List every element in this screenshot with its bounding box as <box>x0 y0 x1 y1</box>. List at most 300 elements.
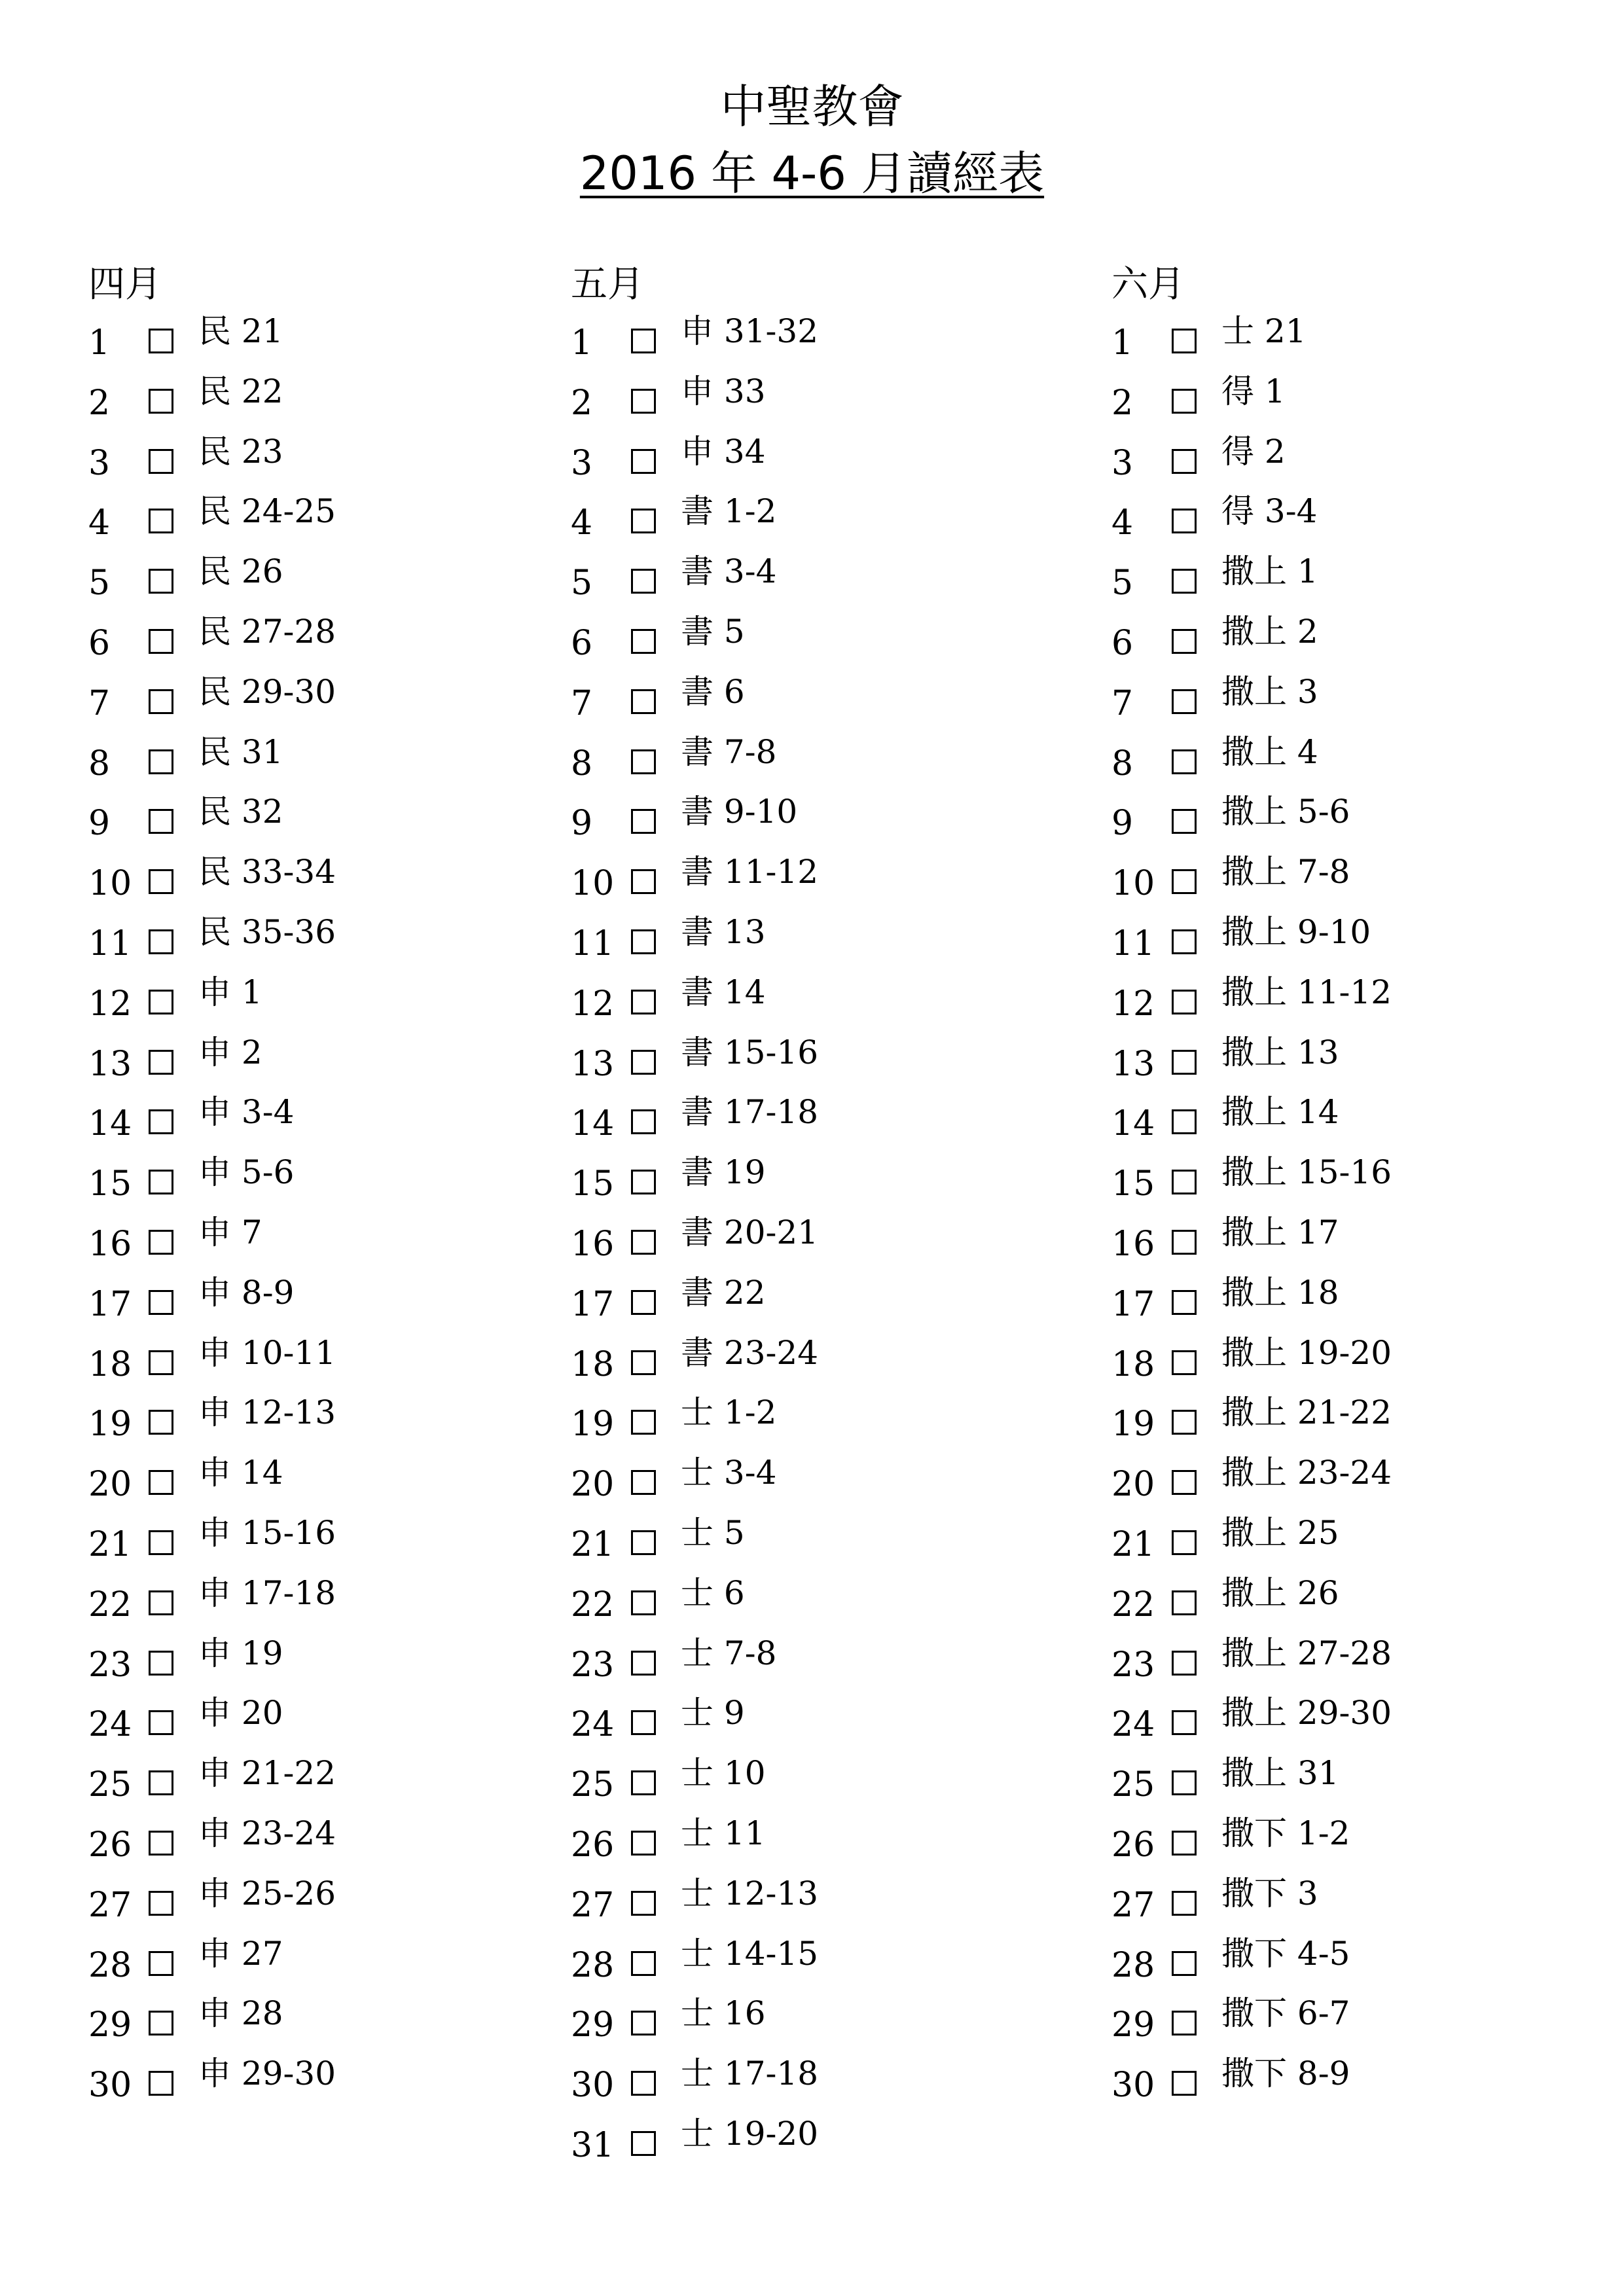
scripture-reading: 申 28 <box>198 1994 283 2033</box>
scripture-reading: 申 3-4 <box>198 1093 295 1132</box>
reading-checkbox[interactable] <box>631 509 656 533</box>
day-number: 12 <box>1111 984 1155 1024</box>
day-number: 27 <box>88 1885 132 1925</box>
reading-checkbox[interactable] <box>1172 1230 1197 1255</box>
scripture-reading: 書 23-24 <box>681 1333 819 1372</box>
reading-checkbox[interactable] <box>1172 509 1197 533</box>
scripture-reading: 書 13 <box>681 912 766 951</box>
scripture-reading: 民 31 <box>198 732 283 771</box>
reading-checkbox[interactable] <box>631 2011 656 2036</box>
scripture-reading: 申 1 <box>198 973 262 1011</box>
reading-checkbox[interactable] <box>1172 449 1197 474</box>
scripture-reading: 撒上 3 <box>1221 672 1318 711</box>
scripture-reading: 書 11-12 <box>681 853 819 891</box>
scripture-reading: 士 12-13 <box>681 1874 819 1912</box>
reading-row <box>1111 848 1350 908</box>
reading-checkbox[interactable] <box>1172 1050 1197 1075</box>
day-number: 3 <box>88 443 111 483</box>
scripture-reading: 申 21-22 <box>198 1754 336 1793</box>
reading-checkbox[interactable] <box>1172 2071 1197 2096</box>
reading-checkbox[interactable] <box>1172 929 1197 954</box>
day-number: 7 <box>571 683 593 723</box>
reading-row <box>1111 1088 1339 1149</box>
reading-checkbox[interactable] <box>149 929 173 954</box>
reading-checkbox[interactable] <box>149 569 173 594</box>
scripture-reading: 民 26 <box>198 552 283 591</box>
reading-row <box>88 1689 283 1749</box>
reading-row <box>88 1088 295 1149</box>
reading-row <box>88 788 283 848</box>
reading-row <box>571 1449 777 1509</box>
day-number: 18 <box>571 1344 615 1384</box>
day-number: 9 <box>88 804 111 844</box>
day-number: 26 <box>1111 1825 1155 1865</box>
scripture-reading: 撒上 14 <box>1221 1093 1339 1132</box>
day-number: 20 <box>1111 1465 1155 1505</box>
reading-row <box>571 1088 819 1149</box>
church-name: 中聖教會 <box>720 80 904 134</box>
reading-row <box>88 1269 295 1329</box>
scripture-reading: 書 14 <box>681 973 766 1011</box>
day-number: 15 <box>1111 1164 1155 1204</box>
day-number: 13 <box>571 1044 615 1084</box>
reading-row <box>1111 608 1318 668</box>
scripture-reading: 撒上 29-30 <box>1221 1694 1392 1732</box>
day-number: 9 <box>571 804 593 844</box>
day-number: 5 <box>571 564 593 603</box>
reading-checkbox[interactable] <box>149 1290 173 1315</box>
reading-checkbox[interactable] <box>1172 1410 1197 1435</box>
day-number: 21 <box>571 1524 615 1564</box>
reading-checkbox[interactable] <box>631 389 656 414</box>
reading-row <box>571 1689 745 1749</box>
reading-row <box>571 1570 745 1630</box>
day-number: 17 <box>1111 1284 1155 1324</box>
reading-checkbox[interactable] <box>631 809 656 834</box>
day-number: 1 <box>571 323 593 363</box>
reading-checkbox[interactable] <box>1172 1170 1197 1194</box>
reading-row <box>88 1149 295 1209</box>
day-number: 6 <box>1111 623 1134 663</box>
scripture-reading: 申 5-6 <box>198 1153 295 1192</box>
reading-row <box>1111 428 1286 488</box>
reading-row <box>571 728 777 789</box>
day-number: 18 <box>88 1344 132 1384</box>
scripture-reading: 撒上 13 <box>1221 1033 1339 1071</box>
reading-checkbox[interactable] <box>149 809 173 834</box>
day-number: 11 <box>88 924 132 963</box>
day-number: 4 <box>1111 503 1134 543</box>
reading-row <box>571 428 766 488</box>
day-number: 27 <box>571 1885 615 1925</box>
reading-row <box>88 1749 336 1810</box>
reading-row <box>1111 668 1318 728</box>
scripture-reading: 申 8-9 <box>198 1273 295 1312</box>
reading-checkbox[interactable] <box>631 1951 656 1976</box>
reading-row <box>88 1449 283 1509</box>
reading-row <box>88 608 336 668</box>
day-number: 2 <box>571 383 593 423</box>
day-number: 22 <box>88 1585 132 1624</box>
day-number: 11 <box>1111 924 1155 963</box>
reading-checkbox[interactable] <box>1172 569 1197 594</box>
reading-checkbox[interactable] <box>149 1590 173 1615</box>
scripture-reading: 士 21 <box>1221 312 1307 350</box>
reading-checkbox[interactable] <box>149 2011 173 2036</box>
reading-checkbox[interactable] <box>1172 1891 1197 1916</box>
reading-checkbox[interactable] <box>149 1170 173 1194</box>
reading-row <box>1111 728 1318 789</box>
day-number: 25 <box>571 1765 615 1805</box>
reading-checkbox[interactable] <box>149 990 173 1014</box>
reading-checkbox[interactable] <box>149 749 173 774</box>
reading-checkbox[interactable] <box>1172 1350 1197 1375</box>
month-column-april <box>88 262 336 2110</box>
scripture-reading: 撒上 7-8 <box>1221 853 1350 891</box>
reading-checkbox[interactable] <box>631 689 656 714</box>
scripture-reading: 士 5 <box>681 1513 745 1552</box>
reading-row <box>571 1029 819 1089</box>
day-number: 21 <box>88 1524 132 1564</box>
day-number: 28 <box>1111 1945 1155 1985</box>
reading-checkbox[interactable] <box>149 1470 173 1495</box>
scripture-reading: 撒上 31 <box>1221 1754 1339 1793</box>
reading-row <box>88 368 283 428</box>
reading-row <box>1111 1990 1350 2050</box>
reading-checkbox[interactable] <box>631 1831 656 1856</box>
day-number: 13 <box>88 1044 132 1084</box>
scripture-reading: 申 27 <box>198 1934 283 1973</box>
reading-checkbox[interactable] <box>1172 1831 1197 1856</box>
day-number: 22 <box>1111 1585 1155 1624</box>
reading-row <box>571 848 819 908</box>
month-header: 四月 <box>88 263 162 306</box>
reading-checkbox[interactable] <box>149 1530 173 1555</box>
reading-checkbox[interactable] <box>1172 869 1197 894</box>
reading-row <box>1111 1389 1392 1449</box>
day-number: 17 <box>88 1284 132 1324</box>
reading-checkbox[interactable] <box>149 1710 173 1735</box>
scripture-reading: 士 1-2 <box>681 1393 777 1432</box>
day-number: 23 <box>88 1645 132 1685</box>
day-number: 14 <box>88 1104 132 1144</box>
reading-checkbox[interactable] <box>1172 990 1197 1014</box>
reading-checkbox[interactable] <box>149 509 173 533</box>
reading-checkbox[interactable] <box>149 1891 173 1916</box>
reading-row <box>571 488 777 548</box>
reading-checkbox[interactable] <box>631 1410 656 1435</box>
day-number: 25 <box>88 1765 132 1805</box>
reading-row <box>571 1630 777 1690</box>
day-number: 16 <box>88 1224 132 1264</box>
reading-checkbox[interactable] <box>149 1951 173 1976</box>
reading-row <box>88 1930 283 1990</box>
reading-checkbox[interactable] <box>631 1590 656 1615</box>
reading-checkbox[interactable] <box>149 1410 173 1435</box>
reading-checkbox[interactable] <box>631 1651 656 1676</box>
reading-checkbox[interactable] <box>631 1770 656 1795</box>
reading-row <box>1111 1029 1339 1089</box>
reading-row <box>571 2110 819 2170</box>
month-column-may <box>571 262 819 2170</box>
reading-checkbox[interactable] <box>631 1530 656 1555</box>
scripture-reading: 書 5 <box>681 612 745 651</box>
reading-row <box>1111 788 1350 848</box>
reading-checkbox[interactable] <box>1172 749 1197 774</box>
reading-checkbox[interactable] <box>1172 389 1197 414</box>
day-number: 2 <box>1111 383 1134 423</box>
reading-row <box>571 1870 819 1930</box>
reading-checkbox[interactable] <box>149 1651 173 1676</box>
reading-checkbox[interactable] <box>1172 329 1197 353</box>
reading-row <box>88 1870 336 1930</box>
day-number: 19 <box>1111 1405 1155 1444</box>
reading-row <box>88 1509 336 1570</box>
scripture-reading: 撒上 19-20 <box>1221 1333 1392 1372</box>
reading-checkbox[interactable] <box>149 449 173 474</box>
scripture-reading: 撒下 3 <box>1221 1874 1318 1912</box>
reading-checkbox[interactable] <box>149 869 173 894</box>
day-number: 20 <box>88 1465 132 1505</box>
reading-checkbox[interactable] <box>1172 809 1197 834</box>
day-number: 3 <box>1111 443 1134 483</box>
scripture-reading: 書 15-16 <box>681 1033 819 1071</box>
reading-checkbox[interactable] <box>631 569 656 594</box>
scripture-reading: 撒上 4 <box>1221 732 1318 771</box>
reading-checkbox[interactable] <box>631 2131 656 2156</box>
reading-row <box>88 1389 336 1449</box>
reading-row <box>1111 1870 1318 1930</box>
reading-row <box>1111 908 1371 969</box>
scripture-reading: 書 20-21 <box>681 1213 819 1251</box>
reading-row <box>1111 1449 1392 1509</box>
reading-row <box>88 548 283 608</box>
day-number: 22 <box>571 1585 615 1624</box>
scripture-reading: 書 3-4 <box>681 552 777 591</box>
scripture-reading: 士 3-4 <box>681 1454 777 1492</box>
scripture-reading: 申 23-24 <box>198 1814 336 1852</box>
reading-checkbox[interactable] <box>631 1050 656 1075</box>
day-number: 12 <box>88 984 132 1024</box>
day-number: 3 <box>571 443 593 483</box>
day-number: 30 <box>88 2066 132 2106</box>
scripture-reading: 申 12-13 <box>198 1393 336 1432</box>
scripture-reading: 申 2 <box>198 1033 262 1071</box>
day-number: 6 <box>88 623 111 663</box>
day-number: 16 <box>1111 1224 1155 1264</box>
reading-checkbox[interactable] <box>631 2071 656 2096</box>
reading-row <box>88 2050 336 2110</box>
day-number: 16 <box>571 1224 615 1264</box>
day-number: 10 <box>1111 864 1155 904</box>
scripture-reading: 申 15-16 <box>198 1513 336 1552</box>
reading-row <box>571 2050 819 2110</box>
scripture-reading: 撒上 15-16 <box>1221 1153 1392 1192</box>
reading-checkbox[interactable] <box>631 629 656 654</box>
reading-row <box>571 1810 766 1870</box>
scripture-reading: 撒上 1 <box>1221 552 1318 591</box>
reading-checkbox[interactable] <box>631 1109 656 1134</box>
day-number: 14 <box>1111 1104 1155 1144</box>
reading-row <box>1111 1930 1350 1990</box>
reading-checkbox[interactable] <box>631 749 656 774</box>
scripture-reading: 民 32 <box>198 793 283 831</box>
scripture-reading: 士 11 <box>681 1814 766 1852</box>
month-header: 五月 <box>571 263 644 306</box>
day-number: 29 <box>88 2005 132 2045</box>
reading-checkbox[interactable] <box>631 1350 656 1375</box>
reading-checkbox[interactable] <box>631 990 656 1014</box>
day-number: 25 <box>1111 1765 1155 1805</box>
reading-checkbox[interactable] <box>1172 1770 1197 1795</box>
reading-row <box>571 1509 745 1570</box>
reading-checkbox[interactable] <box>149 1230 173 1255</box>
day-number: 28 <box>88 1945 132 1985</box>
day-number: 21 <box>1111 1524 1155 1564</box>
day-number: 26 <box>571 1825 615 1865</box>
day-number: 4 <box>571 503 593 543</box>
day-number: 11 <box>571 924 615 963</box>
scripture-reading: 士 17-18 <box>681 2054 819 2093</box>
reading-checkbox[interactable] <box>1172 1470 1197 1495</box>
day-number: 26 <box>88 1825 132 1865</box>
day-number: 1 <box>88 323 111 363</box>
scripture-reading: 得 3-4 <box>1221 492 1318 531</box>
scripture-reading: 申 10-11 <box>198 1333 336 1372</box>
scripture-reading: 士 6 <box>681 1573 745 1612</box>
reading-row <box>1111 969 1392 1029</box>
scripture-reading: 撒上 18 <box>1221 1273 1339 1312</box>
reading-checkbox[interactable] <box>631 1230 656 1255</box>
day-number: 24 <box>1111 1705 1155 1745</box>
reading-row <box>1111 1810 1350 1870</box>
day-number: 7 <box>1111 683 1134 723</box>
day-number: 4 <box>88 503 111 543</box>
day-number: 23 <box>1111 1645 1155 1685</box>
scripture-reading: 書 9-10 <box>681 793 798 831</box>
scripture-reading: 申 31-32 <box>681 312 819 350</box>
day-number: 5 <box>88 564 111 603</box>
reading-checkbox[interactable] <box>631 1470 656 1495</box>
reading-row <box>571 908 766 969</box>
reading-checkbox[interactable] <box>631 1710 656 1735</box>
scripture-reading: 撒上 21-22 <box>1221 1393 1392 1432</box>
reading-row <box>1111 1329 1392 1390</box>
reading-row <box>1111 1269 1339 1329</box>
day-number: 30 <box>1111 2066 1155 2106</box>
reading-row <box>571 548 777 608</box>
scripture-reading: 撒上 26 <box>1221 1573 1339 1612</box>
reading-checkbox[interactable] <box>149 329 173 353</box>
scripture-reading: 申 25-26 <box>198 1874 336 1912</box>
reading-checkbox[interactable] <box>631 329 656 353</box>
reading-checkbox[interactable] <box>149 1050 173 1075</box>
reading-checkbox[interactable] <box>631 929 656 954</box>
day-number: 17 <box>571 1284 615 1324</box>
day-number: 19 <box>571 1405 615 1444</box>
reading-checkbox[interactable] <box>1172 689 1197 714</box>
reading-row <box>571 1149 766 1209</box>
reading-checkbox[interactable] <box>149 1350 173 1375</box>
day-number: 1 <box>1111 323 1134 363</box>
scripture-reading: 民 24-25 <box>198 492 336 531</box>
scripture-reading: 民 23 <box>198 432 283 471</box>
reading-checkbox[interactable] <box>1172 1290 1197 1315</box>
reading-row <box>1111 1689 1392 1749</box>
reading-checkbox[interactable] <box>1172 1590 1197 1615</box>
reading-row <box>88 848 336 908</box>
reading-row <box>571 1930 819 1990</box>
reading-checkbox[interactable] <box>149 1109 173 1134</box>
schedule-title: 2016 年 4-6 月讀經表 <box>579 147 1045 200</box>
reading-row <box>571 788 798 848</box>
scripture-reading: 撒上 25 <box>1221 1513 1339 1552</box>
reading-checkbox[interactable] <box>1172 1951 1197 1976</box>
reading-row <box>88 308 283 368</box>
scripture-reading: 申 17-18 <box>198 1573 336 1612</box>
reading-checkbox[interactable] <box>1172 2011 1197 2036</box>
scripture-reading: 申 14 <box>198 1454 283 1492</box>
reading-checkbox[interactable] <box>631 1290 656 1315</box>
reading-checkbox[interactable] <box>631 869 656 894</box>
reading-row <box>1111 368 1286 428</box>
reading-checkbox[interactable] <box>1172 1530 1197 1555</box>
day-number: 2 <box>88 383 111 423</box>
day-number: 5 <box>1111 564 1134 603</box>
scripture-reading: 申 7 <box>198 1213 262 1251</box>
reading-checkbox[interactable] <box>149 1831 173 1856</box>
reading-row <box>1111 548 1318 608</box>
reading-checkbox[interactable] <box>149 689 173 714</box>
reading-checkbox[interactable] <box>149 2071 173 2096</box>
reading-checkbox[interactable] <box>1172 1710 1197 1735</box>
day-number: 29 <box>571 2005 615 2045</box>
scripture-reading: 民 22 <box>198 372 283 410</box>
reading-checkbox[interactable] <box>149 1770 173 1795</box>
reading-row <box>571 668 745 728</box>
reading-row <box>1111 1509 1339 1570</box>
day-number: 15 <box>571 1164 615 1204</box>
day-number: 18 <box>1111 1344 1155 1384</box>
reading-checkbox[interactable] <box>1172 1651 1197 1676</box>
day-number: 20 <box>571 1465 615 1505</box>
reading-row <box>571 1990 766 2050</box>
day-number: 23 <box>571 1645 615 1685</box>
reading-checkbox[interactable] <box>631 1170 656 1194</box>
reading-checkbox[interactable] <box>1172 629 1197 654</box>
reading-row <box>1111 1570 1339 1630</box>
scripture-reading: 書 22 <box>681 1273 766 1312</box>
day-number: 15 <box>88 1164 132 1204</box>
scripture-reading: 民 29-30 <box>198 672 336 711</box>
reading-row <box>1111 1149 1392 1209</box>
day-number: 24 <box>88 1705 132 1745</box>
reading-checkbox[interactable] <box>149 389 173 414</box>
scripture-reading: 民 27-28 <box>198 612 336 651</box>
scripture-reading: 書 1-2 <box>681 492 777 531</box>
reading-checkbox[interactable] <box>1172 1109 1197 1134</box>
scripture-reading: 民 21 <box>198 312 283 350</box>
reading-row <box>1111 308 1307 368</box>
scripture-reading: 撒上 11-12 <box>1221 973 1392 1011</box>
reading-checkbox[interactable] <box>631 1891 656 1916</box>
day-number: 10 <box>571 864 615 904</box>
scripture-reading: 撒上 2 <box>1221 612 1318 651</box>
day-number: 19 <box>88 1405 132 1444</box>
reading-checkbox[interactable] <box>149 629 173 654</box>
reading-checkbox[interactable] <box>631 449 656 474</box>
scripture-reading: 書 7-8 <box>681 732 777 771</box>
